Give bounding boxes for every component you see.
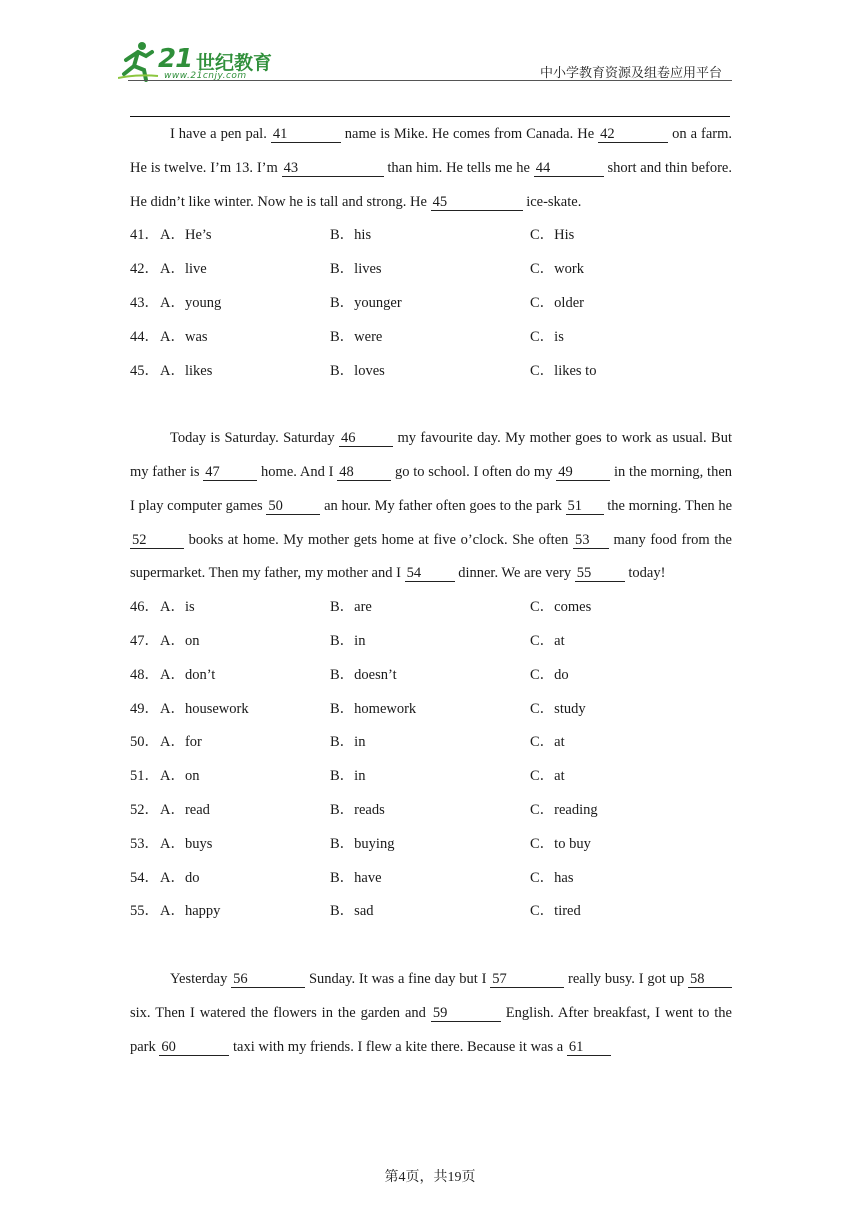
option-a: A．don’t	[160, 666, 216, 683]
cloze-passage: I have a pen pal. 41 name is Mike. He comes from Canada. He 42 on a farm. He is twelve. I’m 13. I’m 43 than him. He tells me he 44 short and thin before. He didn’t like winter. Now he is tall and strong. He 45 ice-skate.	[130, 126, 733, 210]
question-row	[130, 726, 732, 760]
option-b: B．were	[330, 328, 383, 345]
answer-blank: 44	[534, 160, 604, 177]
answer-blank: 48	[337, 464, 391, 481]
answer-blank: 45	[431, 194, 523, 211]
answer-blank: 42	[598, 126, 668, 143]
option-a: A．for	[160, 734, 202, 751]
option-a: A．was	[160, 328, 208, 345]
option-a: A．read	[160, 801, 210, 818]
question-row	[130, 321, 732, 355]
question-row	[130, 625, 732, 659]
question-number: 55．	[130, 903, 159, 920]
question-row	[130, 591, 732, 625]
question-number: 46．	[130, 599, 159, 616]
option-c: C．do	[530, 666, 569, 683]
answer-blank: 50	[266, 498, 320, 515]
question-number: 41．	[130, 227, 159, 244]
option-a: A．young	[160, 294, 222, 311]
option-b: B．buying	[330, 835, 395, 852]
option-a: A．live	[160, 261, 207, 278]
answer-blank: 54	[405, 565, 455, 582]
page-header	[0, 0, 860, 90]
answer-blank: 57	[490, 971, 564, 988]
option-b: B．younger	[330, 294, 402, 311]
page-footer: 第4页，共19页	[384, 1170, 476, 1185]
option-c: C．has	[530, 869, 574, 886]
option-b: B．in	[330, 734, 366, 751]
section-gap	[130, 929, 732, 963]
option-c: C．at	[530, 734, 565, 751]
option-b: B．his	[330, 227, 372, 244]
option-c: C．is	[530, 328, 564, 345]
question-row	[130, 355, 732, 389]
answer-blank: 56	[231, 971, 305, 988]
answer-blank: 60	[159, 1039, 229, 1056]
answer-blank: 52	[130, 532, 184, 549]
cloze-passage: Yesterday 56 Sunday. It was a fine day but I 57 really busy. I got up 58 six. Then I watered the flowers in the garden and 59 English. After breakfast, I went to the park 60 taxi with my friends. I flew a kite there. Because it was a 61	[130, 970, 732, 1055]
option-b: B．in	[330, 632, 366, 649]
option-c: C．comes	[530, 599, 592, 616]
option-c: C．older	[530, 294, 584, 311]
option-a: A．housework	[160, 700, 249, 717]
section-gap	[130, 388, 732, 422]
answer-blank: 46	[339, 430, 393, 447]
answer-blank: 51	[566, 498, 604, 515]
question-number: 48．	[130, 666, 159, 683]
answer-blank: 55	[575, 565, 625, 582]
answer-blank: 59	[431, 1005, 501, 1022]
option-a: A．on	[160, 768, 200, 785]
option-a: A．do	[160, 869, 200, 886]
option-b: B．lives	[330, 261, 382, 278]
option-a: A．likes	[160, 362, 213, 379]
question-number: 51．	[130, 768, 159, 785]
question-number: 50．	[130, 734, 159, 751]
option-c: C．at	[530, 768, 565, 785]
option-a: A．is	[160, 599, 195, 616]
answer-blank: 58	[688, 971, 732, 988]
option-b: B．have	[330, 869, 382, 886]
question-row	[130, 794, 732, 828]
question-row	[130, 253, 732, 287]
option-b: B．doesn’t	[330, 666, 397, 683]
question-number: 45．	[130, 362, 159, 379]
option-c: C．study	[530, 700, 586, 717]
logo-text: 世纪教育	[196, 52, 273, 74]
answer-blank: 49	[556, 464, 610, 481]
content-top-rule	[130, 116, 730, 117]
option-c: C．reading	[530, 801, 598, 818]
option-c: C．at	[530, 632, 565, 649]
header-divider	[128, 80, 732, 81]
option-c: C．His	[530, 227, 575, 244]
cloze-passage: Today is Saturday. Saturday 46 my favourite day. My mother goes to work as usual. But my father is 47 home. And I 48 go to school. I often do my 49 in the morning, then I play computer games 50 an hour. My father often goes to the park 51 the morning. Then he 52 books at home. My mother gets home at five o’clock. She often 53 many food from the supermarket. Then my father, my mother and I 54 dinner. We are very 55 today!	[130, 430, 733, 582]
option-a: A．on	[160, 632, 200, 649]
exercise-content	[130, 118, 732, 1064]
answer-blank: 61	[567, 1039, 611, 1056]
option-b: B．homework	[330, 700, 417, 717]
question-row	[130, 828, 732, 862]
question-number: 47．	[130, 632, 159, 649]
question-row	[130, 693, 732, 727]
option-b: B．sad	[330, 903, 374, 920]
site-name: 中小学教育资源及组卷应用平台	[539, 66, 722, 81]
option-c: C．tired	[530, 903, 581, 920]
question-row	[130, 219, 732, 253]
logo	[118, 40, 288, 84]
option-b: B．are	[330, 599, 372, 616]
answer-blank: 43	[282, 160, 384, 177]
answer-blank: 53	[573, 532, 609, 549]
answer-blank: 47	[203, 464, 257, 481]
question-row	[130, 862, 732, 896]
question-row	[130, 659, 732, 693]
option-a: A．happy	[160, 903, 221, 920]
question-number: 54．	[130, 869, 159, 886]
answer-blank: 41	[271, 126, 341, 143]
question-number: 43．	[130, 294, 159, 311]
option-a: A．buys	[160, 835, 213, 852]
running-figure-icon	[118, 40, 160, 82]
option-a: A．He’s	[160, 227, 212, 244]
question-number: 53．	[130, 835, 159, 852]
option-b: B．loves	[330, 362, 385, 379]
option-c: C．to buy	[530, 835, 591, 852]
option-c: C．likes to	[530, 362, 597, 379]
logo-number: 21	[158, 44, 193, 74]
option-b: B．in	[330, 768, 366, 785]
question-row	[130, 895, 732, 929]
question-number: 42．	[130, 261, 159, 278]
question-row	[130, 287, 732, 321]
option-b: B．reads	[330, 801, 385, 818]
question-number: 44．	[130, 328, 159, 345]
question-row	[130, 760, 732, 794]
question-number: 52．	[130, 801, 159, 818]
option-c: C．work	[530, 261, 584, 278]
question-number: 49．	[130, 700, 159, 717]
logo-url: www.21cnjy.com	[164, 71, 247, 81]
